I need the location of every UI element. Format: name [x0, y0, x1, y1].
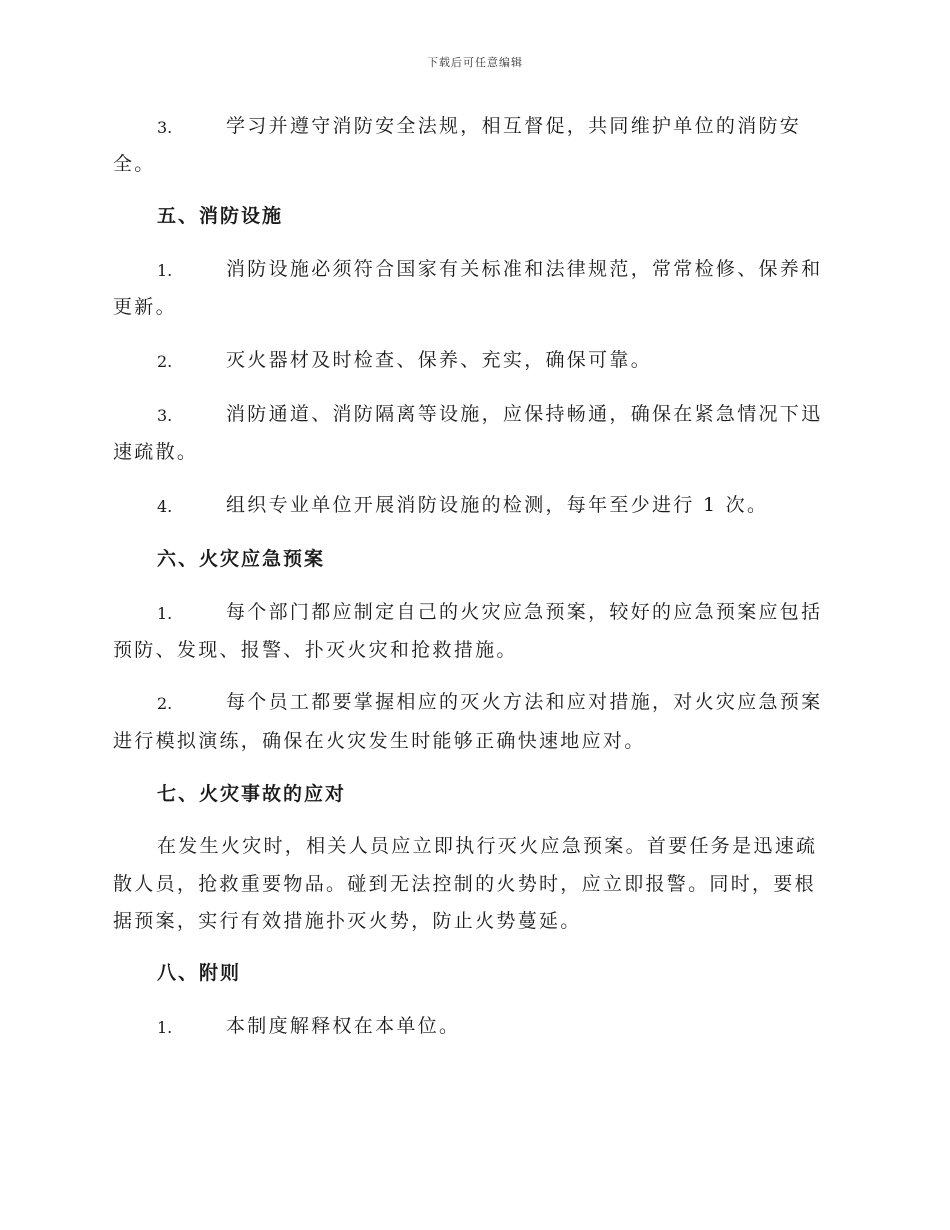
item-text-line: 本制度解释权在本单位。	[226, 1015, 461, 1037]
item-text-line: 每个员工都要掌握相应的灭火方法和应对措施，对火灾应急预案	[226, 691, 823, 713]
section-heading: 五、消防设施	[157, 205, 284, 227]
item-number: 2.	[157, 694, 173, 713]
section-heading: 六、火灾应急预案	[157, 548, 326, 570]
item-text-line: 每个部门都应制定自己的火灾应急预案，较好的应急预案应包括	[226, 601, 823, 623]
item-text-line: 速疏散。	[113, 441, 199, 463]
item-text-line: 更新。	[113, 296, 177, 318]
item-number: 4.	[157, 497, 173, 516]
item-number: 3.	[157, 406, 173, 425]
item-text-line: 灭火器材及时检查、保养、充实，确保可靠。	[226, 349, 653, 371]
paragraph-line: 在发生火灾时，相关人员应立即执行灭火应急预案。首要任务是迅速疏	[157, 835, 818, 857]
item-text-line: 预防、发现、报警、扑灭火灾和抢救措施。	[113, 639, 518, 661]
item-text-line: 组织专业单位开展消防设施的检测，每年至少进行 1 次。	[226, 494, 769, 516]
item-number: 2.	[157, 352, 173, 371]
item-text-line: 消防通道、消防隔离等设施，应保持畅通，确保在紧急情况下迅	[226, 403, 823, 425]
paragraph-line: 据预案，实行有效措施扑灭火势，防止火势蔓延。	[113, 910, 582, 932]
item-number: 1.	[157, 604, 173, 623]
item-text-line: 消防设施必须符合国家有关标准和法律规范，常常检修、保养和	[226, 258, 823, 280]
section-heading: 七、火灾事故的应对	[157, 783, 347, 805]
item-text-line: 学习并遵守消防安全法规，相互督促，共同维护单位的消防安	[226, 115, 802, 137]
item-text-line: 进行模拟演练，确保在火灾发生时能够正确快速地应对。	[113, 730, 646, 752]
item-number: 1.	[157, 1018, 173, 1037]
item-text-line: 全。	[113, 153, 156, 175]
item-number: 3.	[157, 118, 173, 137]
page-header: 下载后可任意编辑	[427, 56, 523, 69]
section-heading: 八、附则	[157, 962, 242, 984]
paragraph-line: 散人员，抢救重要物品。碰到无法控制的火势时，应立即报警。同时，要根	[113, 873, 816, 895]
item-number: 1.	[157, 261, 173, 280]
